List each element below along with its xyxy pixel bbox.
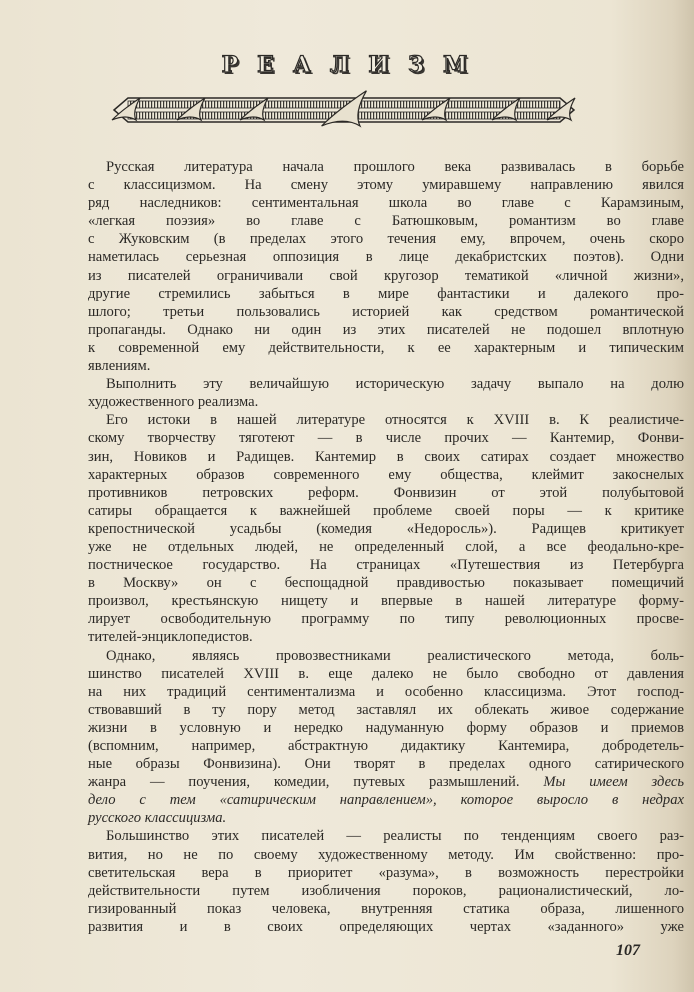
- text-line: скому творчеству тяготеют — в числе прочих — Кантемир, Фонви-: [88, 430, 684, 447]
- text-line: из писателей ограничивали свой кругозор тематикой «личной жизни»,: [88, 267, 684, 284]
- text-line: противников петровских реформ. Фонвизин от этой полубытовой: [88, 484, 684, 501]
- text-line: «легкая поэзия» во главе с Батюшковым, романтизм во главе: [88, 213, 684, 230]
- text-line: зин, Новиков и Радищев. Кантемир в своих сатирах создает множество: [88, 448, 684, 465]
- text-line: Однако, являясь провозвестниками реалистического метода, боль-: [106, 647, 684, 664]
- text-line: Его истоки в нашей литературе относятся к XVIII в. К реалистиче-: [106, 412, 684, 429]
- italic-segment: русского классицизма.: [88, 810, 227, 827]
- text-line: с Жуковским (в пределах этого течения ему, впрочем, очень скоро: [88, 231, 684, 248]
- text-line: крепостнической усадьбы (комедия «Недоросль»). Радищев критикует: [88, 520, 684, 537]
- text-line: ствовавший в ту пору метод заставлял их облекать живое содержание: [88, 701, 684, 718]
- text-line: на них традиций сентиментализма и особенно классицизма. Этот господ-: [88, 683, 684, 700]
- text-line: постническое государство. На страницах «Путешествия из Петербурга: [88, 557, 684, 574]
- text-line: вития, но не по своему художественному методу. Им свойственно: про-: [88, 846, 684, 863]
- text-line: наметилась серьезная оппозиция в лице декабристских поэтов). Одни: [88, 249, 684, 266]
- text-line: ряд наследников: сентиментальная школа во главе с Карамзиным,: [88, 195, 684, 212]
- text-line: явлениям.: [88, 358, 151, 375]
- text-line: (вспомним, например, абстрактную дидактику Кантемира, добродетель-: [88, 738, 684, 754]
- body-text: [88, 158, 684, 936]
- text-line: пропаганды. Однако ни один из этих писателей не подошел вплотную: [88, 321, 684, 338]
- text-line: шинство писателей XVIII в. еще далеко не было свободно от давления: [88, 665, 684, 682]
- text-line: развития и в своих определяющих чертах «заданного» уже: [88, 918, 684, 935]
- text-line: гизированный показ человека, внутренняя статика образа, лишенного: [88, 900, 684, 917]
- text-segment: жанра — поучения, комедии, путевых размышлений.: [88, 774, 544, 791]
- text-line: действительности путем изобличения пороков, рационалистический, ло-: [88, 882, 684, 899]
- text-line: в Москву» он с беспощадной правдивостью показывает помещичий: [88, 575, 684, 592]
- text-line: Большинство этих писателей — реалисты по тенденциям своего раз-: [106, 828, 684, 845]
- text-line: ные образы Фонвизина). Они творят в пределах одного сатирического: [88, 756, 684, 773]
- text-line: другие стремились забыться в мире фантастики и далекого про-: [88, 285, 684, 302]
- text-line: художественного реализма.: [88, 394, 259, 411]
- text-line: к современной ему действительности, к ее характерным и типическим: [88, 339, 684, 356]
- text-line: с классицизмом. На смену этому умиравшему направлению явился: [88, 177, 684, 194]
- page-number: 107: [616, 942, 640, 959]
- text-line: характерных образов современного ему общества, клеймит закоснелых: [88, 466, 684, 483]
- text-line: жизни в условную и нередко надуманную форму образов и приемов: [88, 719, 684, 736]
- italic-segment: дело с тем «сатирическим направлением», которое выросло в недрах: [88, 792, 684, 809]
- text-line: Выполнить эту величайшую историческую задачу выпало на долю: [106, 376, 684, 393]
- text-line: Русская литература начала прошлого века развивалась в борьбе: [106, 159, 684, 175]
- text-line: [88, 773, 684, 791]
- paragraph: [88, 647, 684, 828]
- text-line: [88, 791, 684, 809]
- italic-segment: Мы имеем здесь: [543, 774, 684, 791]
- text-line: сатиры обращается к важнейшей проблеме своей поры — к критике: [88, 502, 684, 519]
- text-line: уже не отдельных людей, не определенный слой, а все феодально-кре-: [88, 538, 684, 555]
- text-line: светительская вера в приоритет «разума», в возможность перестройки: [88, 864, 684, 881]
- text-line: лирует освободительную программу по типу революционных просве-: [88, 611, 684, 628]
- paragraph: [88, 375, 684, 411]
- text-line: произвол, крестьянскую нищету и впервые в нашей литературе форму-: [88, 593, 684, 610]
- paragraph: [88, 411, 684, 646]
- paragraph: [88, 158, 684, 375]
- text-line: [88, 809, 684, 827]
- text-line: тителей-энциклопедистов.: [88, 629, 253, 646]
- chapter-title: РЕАЛИЗМ: [221, 52, 487, 78]
- paragraph: [88, 827, 684, 936]
- decorative-ornament-banner: [106, 90, 582, 130]
- text-line: шлого; третьи пользовались историей как средством романтической: [88, 303, 684, 320]
